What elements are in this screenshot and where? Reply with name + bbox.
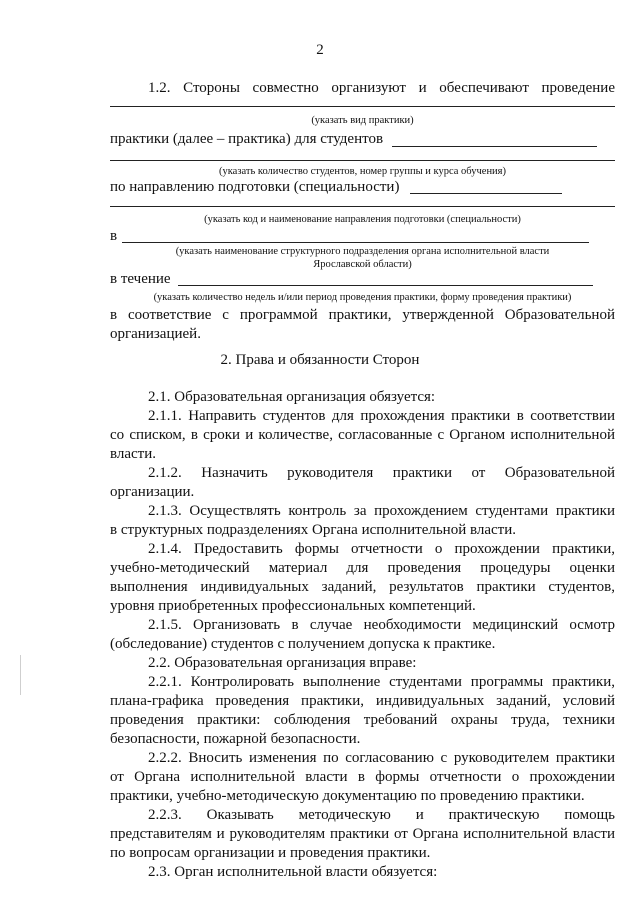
clause-2-2-2-line-3: практики, учебно-методическую документацию по проведению практики. xyxy=(110,788,585,804)
caption-students: (указать количество студентов, номер группы и курса обучения) xyxy=(218,166,507,177)
clause-1-2-line-7: организацией. xyxy=(110,326,201,342)
clause-1-2-line-1: 1.2. Стороны совместно организуют и обеспечивают проведение xyxy=(148,80,615,96)
blank-line-unit xyxy=(122,242,589,243)
section-2-title: 2. Права и обязанности Сторон xyxy=(220,352,420,368)
caption-direction: (указать код и наименование направления подготовки (специальности) xyxy=(204,214,521,225)
clause-2-2-3-line-2: представителям и руководителям практики от Органа исполнительной власти xyxy=(110,826,615,842)
clause-2-1-2-line-2: организации. xyxy=(110,484,195,500)
clause-2-1-2-line-1: 2.1.2. Назначить руководителя практики от Образовательной xyxy=(148,465,615,481)
caption-practice-type: (указать вид практики) xyxy=(311,115,414,126)
clause-2-1-3-line-2: в структурных подразделениях Органа исполнительной власти. xyxy=(110,522,517,538)
page-number: 2 xyxy=(316,42,324,58)
clause-2-1-5-line-2: (обследование) студентов с получением допуска к практике. xyxy=(110,636,496,652)
clause-2-1-3-line-1: 2.1.3. Осуществлять контроль за прохождением студентами практики xyxy=(148,503,615,519)
blank-line-students-inline xyxy=(392,146,597,147)
clause-1-2-line-4: в xyxy=(110,228,118,244)
scan-margin-mark xyxy=(20,655,21,695)
blank-line-students xyxy=(110,160,615,161)
clause-2-1-4-line-1: 2.1.4. Предоставить формы отчетности о прохождении практики, xyxy=(148,541,615,557)
clause-2-2-1-line-3: проведения практики: соблюдения требований охраны труда, техники xyxy=(110,712,615,728)
clause-2-3-heading: 2.3. Орган исполнительной власти обязуется: xyxy=(148,864,438,880)
blank-line-period xyxy=(178,285,593,286)
clause-1-2-line-3: по направлению подготовки (специальности) xyxy=(110,179,400,195)
clause-2-2-1-line-2: плана-графика проведения практики, индивидуальных заданий, условий xyxy=(110,693,615,709)
clause-2-2-1-line-4: безопасности, пожарной безопасности. xyxy=(110,731,361,747)
clause-1-2-line-6: в соответствие с программой практики, утвержденной Образовательной xyxy=(110,307,615,323)
clause-1-2-line-2: практики (далее – практика) для студентов xyxy=(110,131,384,147)
caption-period: (указать количество недель и/или период проведения практики, форму проведения практики) xyxy=(153,292,572,303)
clause-2-1-4-line-3: выполнения индивидуальных заданий, результатов практики студентов, xyxy=(110,579,615,595)
clause-2-2-1-line-1: 2.2.1. Контролировать выполнение студентами программы практики, xyxy=(148,674,615,690)
blank-line-practice-type xyxy=(110,106,615,107)
clause-2-1-4-line-4: уровня приобретенных профессиональных компетенций. xyxy=(110,598,476,614)
blank-line-direction xyxy=(110,206,615,207)
clause-2-1-heading: 2.1. Образовательная организация обязуется: xyxy=(148,389,436,405)
clause-2-2-2-line-1: 2.2.2. Вносить изменения по согласованию с руководителем практики xyxy=(148,750,615,766)
clause-2-1-1-line-3: власти. xyxy=(110,446,157,462)
blank-line-direction-inline xyxy=(410,193,562,194)
caption-unit-1: (указать наименование структурного подразделения органа исполнительной власти xyxy=(175,246,550,257)
clause-2-2-3-line-3: по вопросам организации и проведения практики. xyxy=(110,845,431,861)
clause-2-2-3-line-1: 2.2.3. Оказывать методическую и практическую помощь xyxy=(148,807,615,823)
clause-2-2-2-line-2: от Органа исполнительной власти в формы отчетности о прохождении xyxy=(110,769,615,785)
clause-1-2-line-5: в течение xyxy=(110,271,171,287)
clause-2-1-1-line-1: 2.1.1. Направить студентов для прохождения практики в соответствии xyxy=(148,408,615,424)
clause-2-1-4-line-2: учебно-методический материал для проведения процедуры оценки xyxy=(110,560,615,576)
caption-unit-2: Ярославской области) xyxy=(313,259,412,270)
clause-2-2-heading: 2.2. Образовательная организация вправе: xyxy=(148,655,417,671)
clause-2-1-5-line-1: 2.1.5. Организовать в случае необходимости медицинский осмотр xyxy=(148,617,615,633)
clause-2-1-1-line-2: со списком, в сроки и количестве, согласованные с Органом исполнительной xyxy=(110,427,615,443)
